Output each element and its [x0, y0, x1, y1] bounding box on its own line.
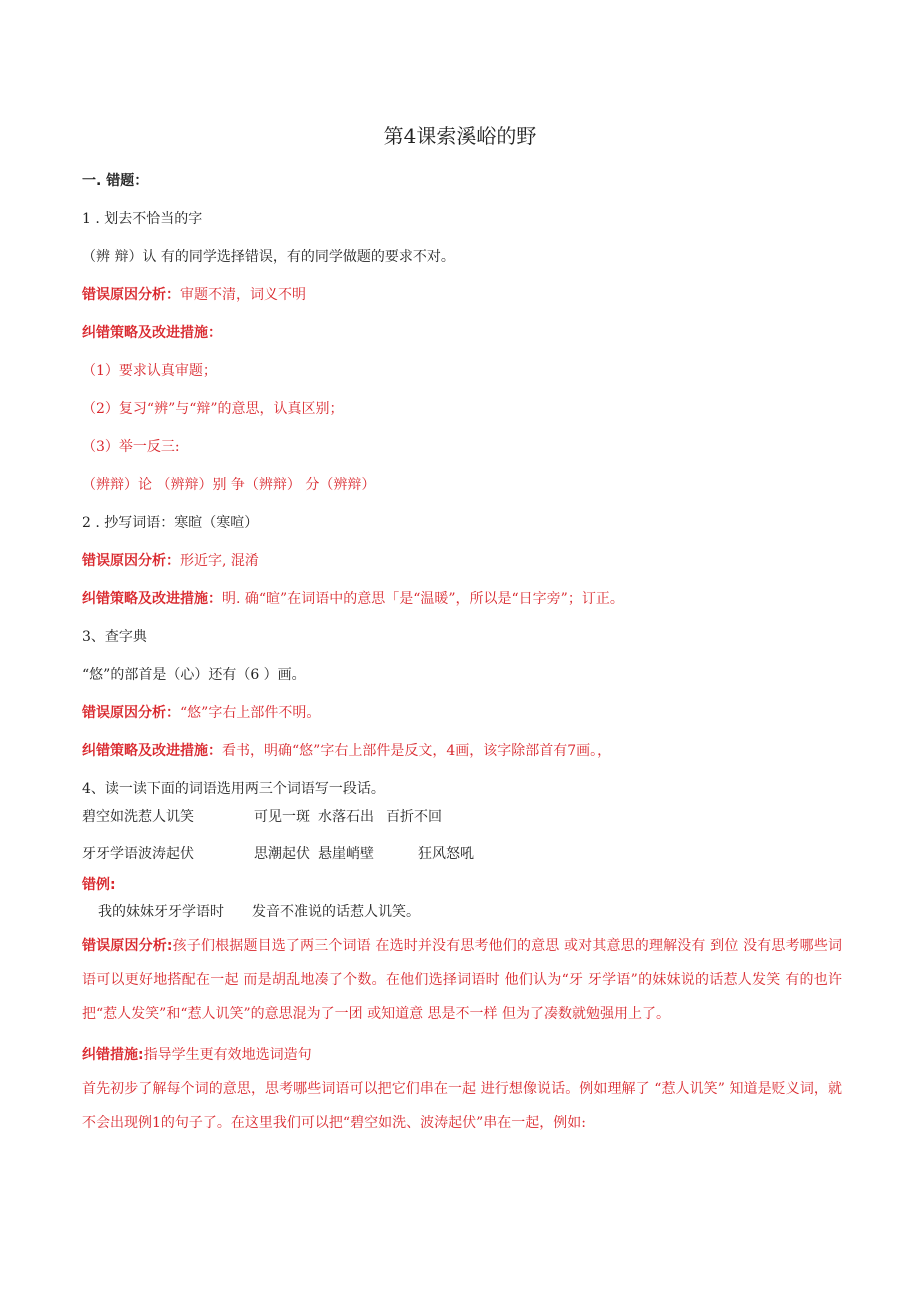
q1-analysis	[82, 286, 306, 304]
q4-closing: 首先初步了解每个词的意思，思考哪些词语可以把它们串在一起 进行想像说话。例如理解了 “惹人讥笑” 知道是贬义词，就不会出现例1的句子了。在这里我们可以把“碧空如洗、波涛起伏”串在一起，例如:	[82, 1081, 842, 1131]
section-heading: 一. 错题：	[82, 173, 149, 189]
strategy-label: 纠错策略及改进措施：	[82, 743, 222, 759]
q1-step: （辨辩）论 （辨辩）别 争（辨辩） 分（辨辩）	[82, 477, 376, 493]
strategy-label: 纠错策略及改进措施：	[82, 325, 222, 341]
analysis-text: 孩子们根据题目选了两三个词语 在选时并没有思考他们的意思 或对其意思的理解没有 到位 没有思考哪些词语可以更好地搭配在一起 而是胡乱地凑了个数。在他们选择词语时 他们认为“牙 牙学语”的妹妹说的话惹人发笑 有的也许把“惹人发笑”和“惹人讥笑”的意思混为了一团 或知道意 思是不一样 但为了凑数就勉强用上了。	[82, 938, 842, 1022]
q4-heading: 4、读一读下面的词语选用两三个词语写一段话。	[82, 781, 385, 797]
q4-analysis	[82, 929, 842, 1031]
q1-step: （3）举一反三:	[82, 439, 180, 455]
word-item: 碧空如洗惹人讥笑	[82, 809, 194, 825]
analysis-label: 错误原因分析：	[82, 553, 180, 569]
analysis-label: 错误原因分析：	[82, 287, 180, 303]
word-item: 百折不回	[386, 809, 442, 825]
q2-strategy	[82, 590, 624, 608]
analysis-text: 形近字, 混淆	[180, 553, 259, 569]
word-item: 可见一斑	[254, 809, 310, 825]
word-item: 狂风怒吼	[418, 846, 474, 862]
q4-strategy	[82, 1046, 312, 1064]
strategy-text: 指导学生更有效地选词造句	[143, 1047, 312, 1063]
analysis-text: 审题不清，词义不明	[180, 287, 306, 303]
analysis-text: “悠”字右上部件不明。	[180, 705, 321, 721]
wrong-example-label: 错例:	[82, 877, 116, 893]
strategy-label: 纠错策略及改进措施：	[82, 591, 222, 607]
wrong-example: 我的妹妹牙牙学语时 发音不准说的话惹人讥笑。	[98, 904, 420, 920]
q3-text: “悠”的部首是（心）还有（6 ）画。	[82, 667, 306, 683]
q2-analysis	[82, 552, 259, 570]
page-title: 第4课索溪峪的野	[383, 124, 537, 148]
q1-text: （辨 辩）认 有的同学选择错误，有的同学做题的要求不对。	[82, 249, 455, 265]
q1-heading: 1 . 划去不恰当的字	[82, 211, 203, 227]
q2-heading: 2 . 抄写词语：寒暄（寒喧）	[82, 515, 259, 531]
q1-step: （1）要求认真审题；	[82, 363, 217, 379]
q3-strategy	[82, 742, 611, 760]
analysis-label: 错误原因分析:	[82, 938, 173, 954]
word-item: 思潮起伏	[254, 846, 310, 862]
strategy-label: 纠错措施:	[82, 1047, 144, 1063]
analysis-label: 错误原因分析：	[82, 705, 180, 721]
word-item: 牙牙学语波涛起伏	[82, 846, 194, 862]
word-item: 悬崖峭壁	[318, 846, 374, 862]
strategy-text: 明. 确“暄”在词语中的意思「是“温暖”，所以是“日字旁”；订正。	[222, 591, 624, 607]
q3-analysis	[82, 704, 320, 722]
word-item: 水落石出	[318, 809, 374, 825]
q1-step: （2）复习“辨”与“辩”的意思，认真区别；	[82, 401, 344, 417]
strategy-text: 看书，明确“悠”字右上部件是反文，4画，该字除部首有7画。，	[222, 743, 612, 759]
q3-heading: 3、查字典	[82, 629, 147, 645]
